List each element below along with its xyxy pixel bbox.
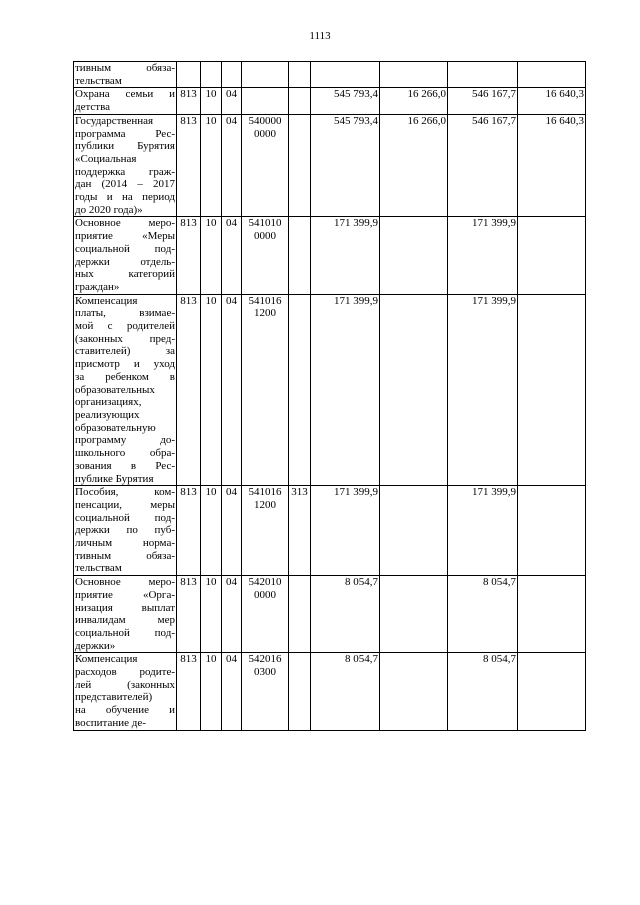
pr-cell: 04 (222, 88, 242, 114)
row-name-line: тельствам (75, 74, 122, 87)
amount-2-cell (380, 62, 448, 88)
row-name-line: зования в Рес- (75, 459, 175, 472)
amount-3-cell: 8 054,7 (448, 653, 518, 730)
grbs-cell: 813 (177, 653, 201, 730)
grbs-cell: 813 (177, 294, 201, 486)
row-name-line: Компенсация (75, 294, 138, 307)
amount-3-cell: 171 399,9 (448, 486, 518, 576)
amount-1-cell: 171 399,9 (311, 217, 380, 294)
row-name-line: Основное меро- (75, 576, 175, 589)
row-name-line: детства (75, 101, 111, 114)
csr-part: 1200 (254, 307, 276, 320)
pr-cell: 04 (222, 217, 242, 294)
vr-cell (289, 217, 311, 294)
row-name-line: воспитание де- (75, 716, 146, 729)
row-name-line: тивным обяза- (75, 62, 175, 74)
pr-cell (222, 62, 242, 88)
rz-cell (201, 62, 222, 88)
row-name-line: публики Бурятия (75, 140, 175, 153)
csr-part: 541016 (248, 486, 282, 499)
row-name (74, 576, 177, 653)
rz-cell: 10 (201, 294, 222, 486)
row-name-line: инвалидам мер (75, 614, 175, 627)
row-name (74, 486, 177, 576)
table-row (74, 217, 586, 294)
row-name (74, 114, 177, 217)
vr-cell (289, 653, 311, 730)
row-name-line: социальной под- (75, 511, 175, 524)
table-row (74, 576, 586, 653)
budget-table (73, 61, 586, 731)
amount-3-cell: 8 054,7 (448, 576, 518, 653)
table-row (74, 114, 586, 217)
amount-1-cell: 545 793,4 (311, 114, 380, 217)
csr-cell (242, 62, 289, 88)
csr-part: 0300 (254, 666, 276, 679)
csr-part: 540000 (248, 114, 282, 127)
row-name-line: низация выплат (75, 601, 175, 614)
amount-2-cell: 16 266,0 (380, 114, 448, 217)
amount-4-cell (518, 294, 586, 486)
row-name-line: до 2020 года)» (75, 203, 143, 216)
vr-cell (289, 114, 311, 217)
table-row (74, 294, 586, 486)
amount-4-cell: 16 640,3 (518, 88, 586, 114)
row-name-line: личным норма- (75, 537, 175, 550)
row-name-line: приятие «Орга- (75, 588, 175, 601)
amount-4-cell (518, 217, 586, 294)
amount-2-cell (380, 653, 448, 730)
row-name-line: мой с родителей (75, 320, 175, 333)
vr-cell (289, 62, 311, 88)
csr-part: 0000 (254, 127, 276, 140)
row-name-line: Компенсация (75, 653, 138, 666)
amount-4-cell (518, 576, 586, 653)
csr-cell (242, 653, 289, 730)
amount-2-cell: 16 266,0 (380, 88, 448, 114)
row-name-line: Пособия, ком- (75, 486, 175, 499)
row-name-line: (законных пред- (75, 332, 175, 345)
amount-4-cell: 16 640,3 (518, 114, 586, 217)
vr-cell (289, 294, 311, 486)
csr-cell (242, 217, 289, 294)
csr-part: 0000 (254, 230, 276, 243)
row-name-line: лей (законных (75, 678, 175, 691)
rz-cell: 10 (201, 88, 222, 114)
vr-cell: 313 (289, 486, 311, 576)
csr-part: 541016 (248, 294, 282, 307)
table-row (74, 88, 586, 114)
row-name-line: Охрана семьи и (75, 88, 175, 101)
csr-cell (242, 114, 289, 217)
amount-1-cell: 545 793,4 (311, 88, 380, 114)
amount-2-cell (380, 294, 448, 486)
csr-cell (242, 294, 289, 486)
amount-2-cell (380, 576, 448, 653)
row-name-line: держки по пуб- (75, 524, 175, 537)
row-name-line: Государственная (75, 114, 154, 127)
amount-4-cell (518, 62, 586, 88)
grbs-cell: 813 (177, 486, 201, 576)
page-number: 1113 (309, 30, 331, 42)
pr-cell: 04 (222, 576, 242, 653)
amount-3-cell: 546 167,7 (448, 88, 518, 114)
amount-2-cell (380, 486, 448, 576)
row-name-line: ных категорий (75, 268, 175, 281)
row-name-line: за ребенком в (75, 370, 175, 383)
row-name-line: держки» (75, 639, 116, 652)
grbs-cell: 813 (177, 217, 201, 294)
grbs-cell (177, 62, 201, 88)
row-name-line: расходов родите- (75, 666, 175, 679)
amount-3-cell: 546 167,7 (448, 114, 518, 217)
amount-3-cell: 171 399,9 (448, 294, 518, 486)
row-name (74, 62, 177, 88)
row-name (74, 294, 177, 486)
csr-part: 541010 (248, 217, 282, 230)
amount-3-cell (448, 62, 518, 88)
vr-cell (289, 576, 311, 653)
row-name-line: поддержка граж- (75, 165, 175, 178)
row-name-line: граждан» (75, 280, 120, 293)
amount-1-cell: 171 399,9 (311, 486, 380, 576)
row-name-line: социальной под- (75, 626, 175, 639)
csr-part: 1200 (254, 498, 276, 511)
amount-4-cell (518, 486, 586, 576)
row-name-line: реализующих (75, 408, 140, 421)
row-name-line: пенсации, меры (75, 498, 175, 511)
row-name-line: тивным обяза- (75, 549, 175, 562)
csr-part: 0000 (254, 588, 276, 601)
table-row (74, 62, 586, 88)
amount-4-cell (518, 653, 586, 730)
row-name-line: присмотр и уход (75, 358, 175, 371)
row-name-line: держки отдель- (75, 255, 175, 268)
row-name-line: приятие «Меры (75, 230, 175, 243)
grbs-cell: 813 (177, 114, 201, 217)
row-name-line: образовательных (75, 383, 155, 396)
row-name (74, 217, 177, 294)
csr-cell (242, 486, 289, 576)
amount-2-cell (380, 217, 448, 294)
amount-1-cell: 8 054,7 (311, 653, 380, 730)
table-row (74, 486, 586, 576)
csr-cell (242, 88, 289, 114)
amount-1-cell (311, 62, 380, 88)
row-name-line: представителей) (75, 691, 153, 704)
amount-3-cell: 171 399,9 (448, 217, 518, 294)
row-name-line: программа Рес- (75, 127, 175, 140)
amount-1-cell: 171 399,9 (311, 294, 380, 486)
grbs-cell: 813 (177, 88, 201, 114)
row-name (74, 653, 177, 730)
pr-cell: 04 (222, 653, 242, 730)
rz-cell: 10 (201, 653, 222, 730)
pr-cell: 04 (222, 294, 242, 486)
grbs-cell: 813 (177, 576, 201, 653)
rz-cell: 10 (201, 114, 222, 217)
row-name-line: социальной под- (75, 242, 175, 255)
row-name-line: годы и на период (75, 191, 175, 204)
amount-1-cell: 8 054,7 (311, 576, 380, 653)
table-row (74, 653, 586, 730)
row-name-line: тельствам (75, 562, 122, 575)
row-name-line: Основное меро- (75, 217, 175, 230)
row-name-line: организациях, (75, 396, 142, 409)
row-name-line: платы, взимае- (75, 307, 175, 320)
rz-cell: 10 (201, 576, 222, 653)
row-name-line: публике Бурятия (75, 472, 154, 485)
csr-part: 542010 (248, 576, 282, 589)
row-name-line: ставителей) за (75, 345, 175, 358)
rz-cell: 10 (201, 217, 222, 294)
row-name-line: программу до- (75, 434, 175, 447)
rz-cell: 10 (201, 486, 222, 576)
csr-cell (242, 576, 289, 653)
row-name (74, 88, 177, 114)
row-name-line: на обучение и (75, 704, 175, 717)
row-name-line: образовательную (75, 421, 156, 434)
pr-cell: 04 (222, 114, 242, 217)
row-name-line: дан (2014 – 2017 (75, 178, 175, 191)
csr-part: 542016 (248, 653, 282, 666)
row-name-line: «Социальная (75, 152, 137, 165)
row-name-line: школьного обра- (75, 447, 175, 460)
pr-cell: 04 (222, 486, 242, 576)
vr-cell (289, 88, 311, 114)
